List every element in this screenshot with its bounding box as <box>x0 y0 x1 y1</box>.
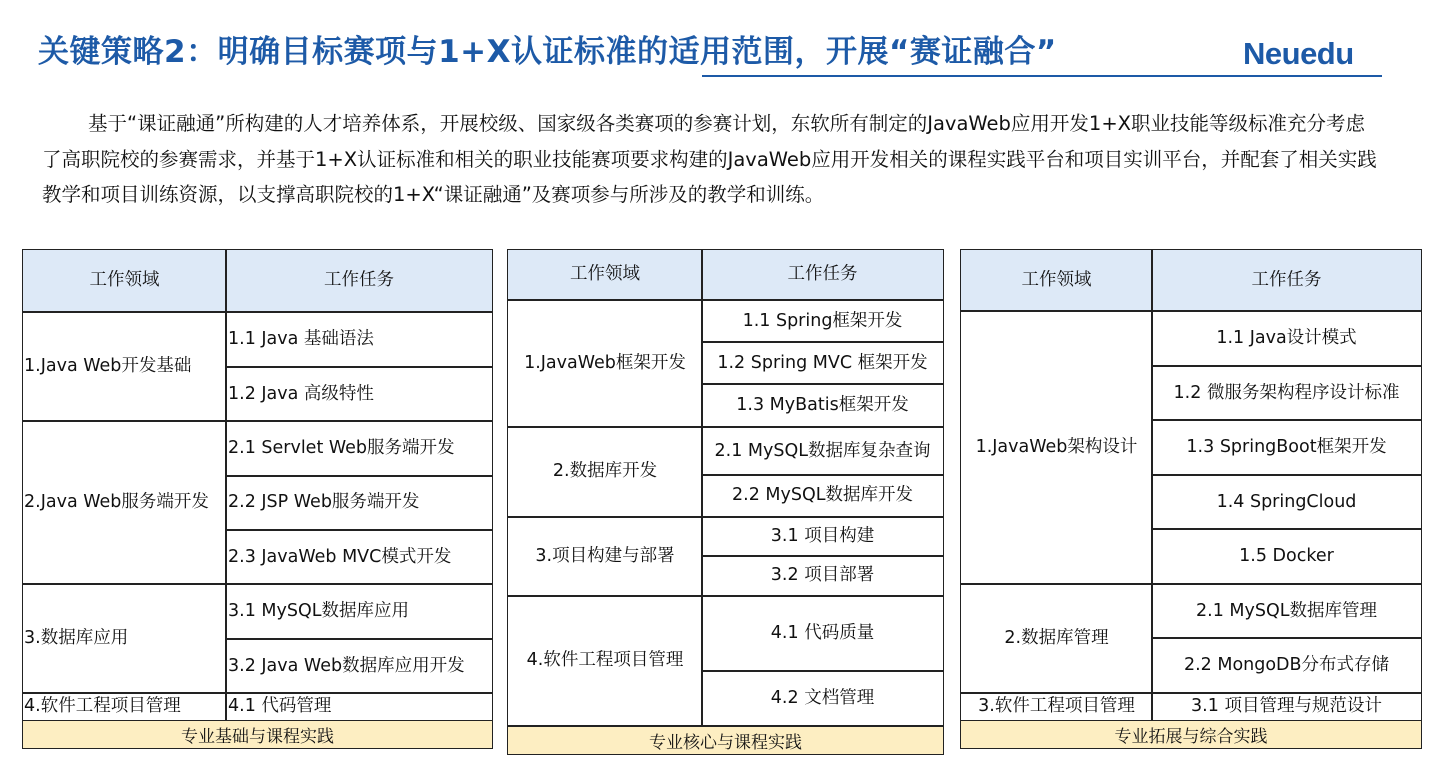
area-cell: 3.软件工程项目管理 <box>978 696 1135 716</box>
divider <box>225 250 227 720</box>
task-cell: 2.3 JavaWeb MVC模式开发 <box>228 546 452 567</box>
table-header-area: 工作领域 <box>508 250 702 299</box>
page-title: 关键策略2：明确目标赛项与1+X认证标准的适用范围，开展“赛证融合” <box>38 34 1057 70</box>
area-cell: 2.数据库管理 <box>1004 627 1109 648</box>
divider <box>225 366 492 368</box>
task-cell: 4.2 文档管理 <box>770 687 875 708</box>
area-cell: 3.项目构建与部署 <box>535 545 675 566</box>
divider <box>508 595 943 597</box>
competency-table-extension <box>960 249 1422 721</box>
divider <box>961 583 1421 585</box>
area-text: 2.Java Web服务端开发 <box>24 491 209 512</box>
task-cell: 1.2 Spring MVC 框架开发 <box>717 352 928 373</box>
divider <box>23 692 492 694</box>
divider <box>1151 419 1421 421</box>
divider <box>225 475 492 477</box>
table-header-task: 工作任务 <box>702 250 943 299</box>
divider <box>701 250 703 725</box>
divider <box>23 311 492 313</box>
area-cell: 1.JavaWeb架构设计 <box>975 436 1138 457</box>
task-cell: 4.1 代码管理 <box>228 696 332 716</box>
table-footer: 专业拓展与综合实践 <box>960 720 1422 749</box>
task-cell: 3.2 项目部署 <box>770 565 875 585</box>
area-cell: 1.Java Web开发基础 <box>24 355 192 376</box>
task-cell: 1.4 SpringCloud <box>1216 491 1357 512</box>
task-cell: 2.1 MySQL数据库管理 <box>1196 600 1377 621</box>
divider <box>701 670 943 672</box>
task-cell: 2.1 MySQL数据库复杂查询 <box>714 440 931 461</box>
brand-logo: Neuedu <box>1243 36 1354 71</box>
area-cell <box>23 421 226 583</box>
divider <box>1151 637 1421 639</box>
competency-table-foundation <box>22 249 493 721</box>
area-cell: 4.软件工程项目管理 <box>526 650 684 670</box>
table-footer: 专业核心与课程实践 <box>507 726 944 755</box>
divider <box>961 310 1421 312</box>
divider <box>23 583 492 585</box>
divider <box>701 474 943 476</box>
divider <box>1151 250 1153 720</box>
table-header-task: 工作任务 <box>1152 250 1421 310</box>
area-cell: 4.软件工程项目管理 <box>24 696 181 716</box>
task-cell: 1.2 微服务架构程序设计标准 <box>1173 382 1400 403</box>
divider <box>961 692 1421 694</box>
divider <box>701 341 943 343</box>
task-cell: 1.1 Java设计模式 <box>1216 327 1357 348</box>
area-cell: 1.JavaWeb框架开发 <box>524 352 686 373</box>
table-footer: 专业基础与课程实践 <box>22 720 493 749</box>
table-header-area: 工作领域 <box>23 250 226 311</box>
area-cell: 2.数据库开发 <box>552 461 658 481</box>
intro-text: 基于“课证融通”所构建的人才培养体系，开展校级、国家级各类赛项的参赛计划，东软所有制定的JavaWeb应用开发1+X职业技能等级标准充分考虑了高职院校的参赛需求，并基于1+X认证标准和相关的职业技能赛项要求构建的JavaWeb应用开发相关的课程实践平台和项目实训平台，并配套了相关实践教学和项目训练资源，以支撑高职院校的1+X“课证融通”及赛项参与所涉及的教学和训练。 <box>42 112 1377 206</box>
table-header-area: 工作领域 <box>961 250 1152 310</box>
task-cell: 4.1 代码质量 <box>770 622 875 643</box>
task-cell: 1.5 Docker <box>1239 545 1334 566</box>
divider <box>1151 528 1421 530</box>
divider <box>508 426 943 428</box>
area-cell: 3.数据库应用 <box>24 627 129 648</box>
task-cell: 1.3 SpringBoot框架开发 <box>1186 436 1387 457</box>
divider <box>225 529 492 531</box>
divider <box>508 299 943 301</box>
task-cell: 2.2 MongoDB分布式存储 <box>1183 654 1390 675</box>
divider <box>701 555 943 557</box>
task-cell: 3.1 项目构建 <box>770 525 875 546</box>
task-cell: 3.1 MySQL数据库应用 <box>228 600 409 621</box>
competency-table-core <box>507 249 944 726</box>
divider <box>225 638 492 640</box>
table-header-task: 工作任务 <box>226 250 492 311</box>
task-cell: 1.1 Java 基础语法 <box>228 328 374 349</box>
divider <box>1151 474 1421 476</box>
divider <box>701 383 943 385</box>
task-cell: 2.2 MySQL数据库开发 <box>732 485 913 505</box>
task-cell: 1.3 MyBatis框架开发 <box>736 394 909 415</box>
task-cell: 2.1 Servlet Web服务端开发 <box>228 437 455 458</box>
task-cell: 3.2 Java Web数据库应用开发 <box>228 655 465 676</box>
divider <box>23 420 492 422</box>
task-cell: 1.2 Java 高级特性 <box>228 383 374 404</box>
task-cell: 2.2 JSP Web服务端开发 <box>228 491 420 512</box>
task-cell: 1.1 Spring框架开发 <box>742 310 903 331</box>
intro-paragraph <box>42 106 1382 213</box>
divider <box>508 516 943 518</box>
title-underline <box>702 75 1382 77</box>
task-cell: 3.1 项目管理与规范设计 <box>1191 696 1382 716</box>
divider <box>1151 365 1421 367</box>
